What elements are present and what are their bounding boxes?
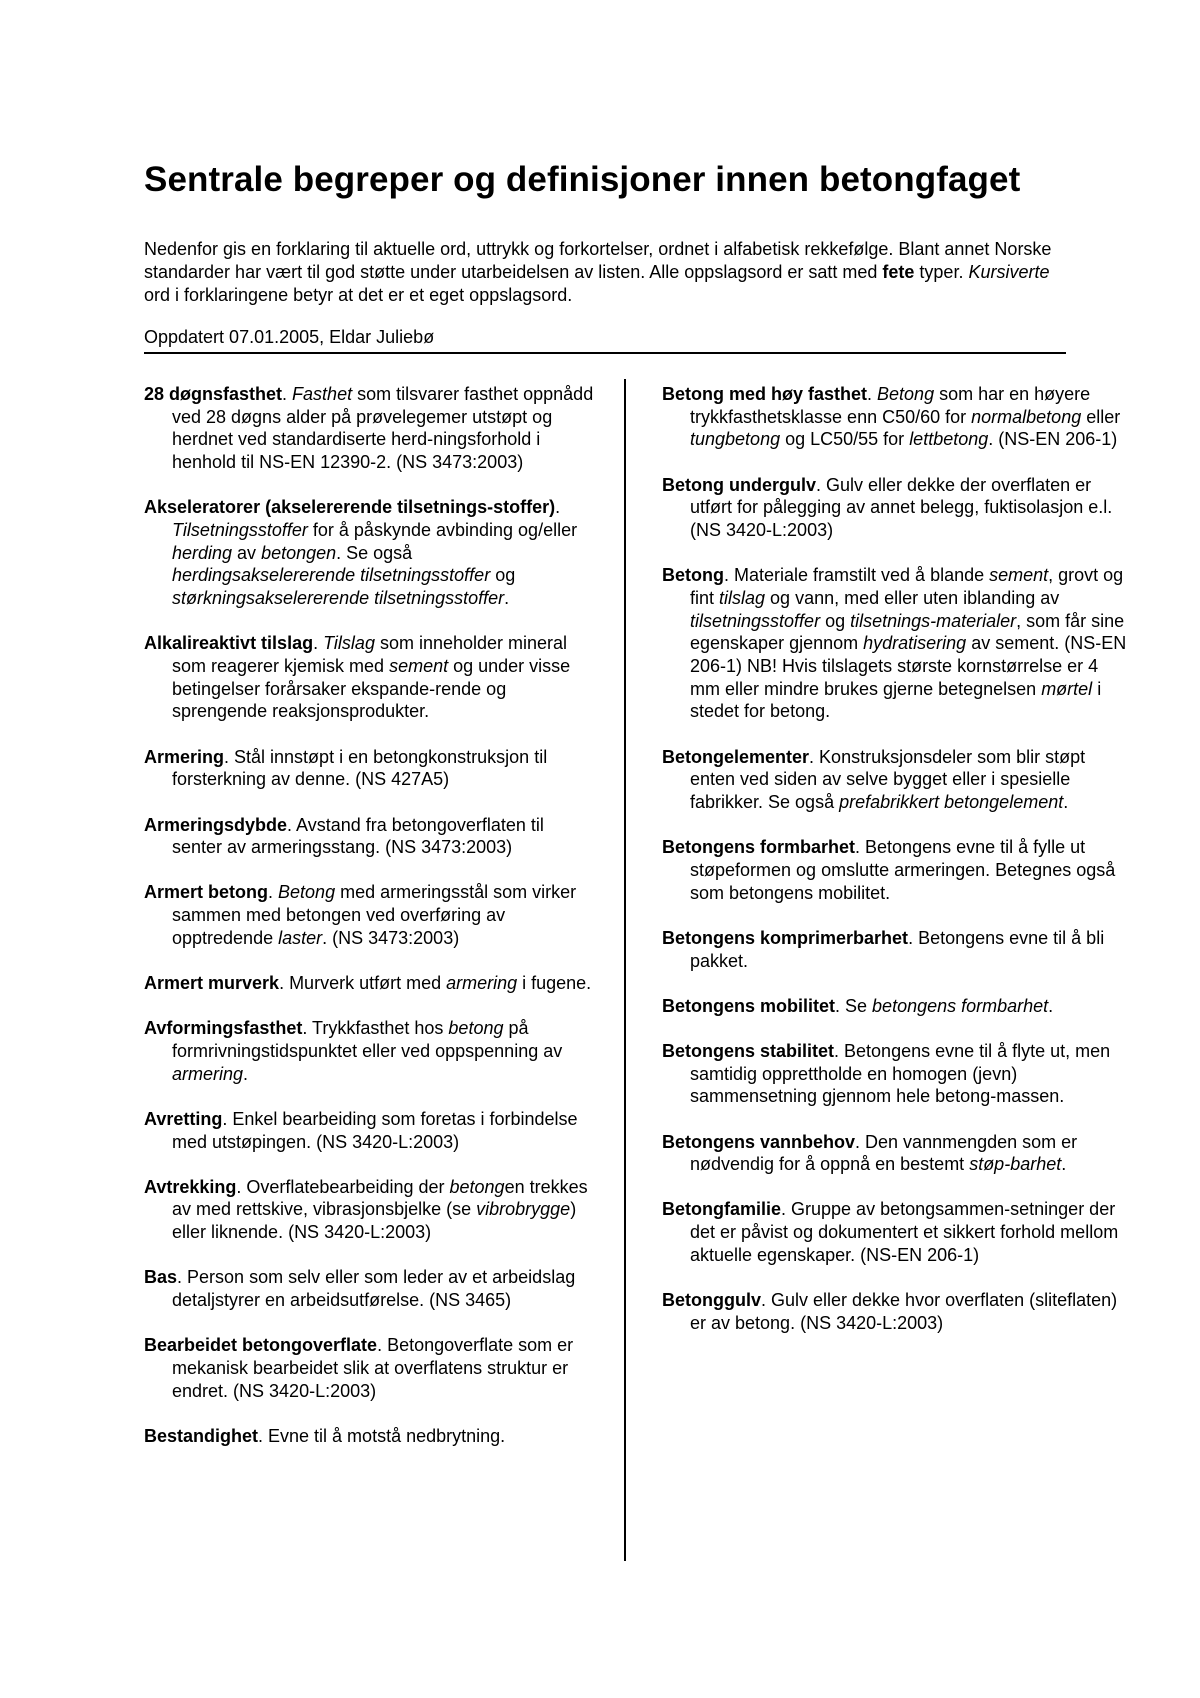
- definition-text: , grovt og fint: [690, 565, 1124, 608]
- cross-reference-term: betong: [449, 1176, 505, 1197]
- cross-reference-term: tilsetningsstoffer: [690, 610, 821, 631]
- glossary-term: Betongens stabilitet: [662, 1040, 835, 1061]
- definition-text: . Gruppe av betongsammen-setninger der det er påvist og dokumentert et sikkert forhold mellom aktuelle egenskaper. (NS-EN 206-1): [690, 1199, 1119, 1265]
- definition-text: .: [313, 633, 324, 654]
- definition-text: . Enkel bearbeiding som foretas i forbindelse med utstøpingen. (NS 3420-L:2003): [172, 1108, 578, 1152]
- definition-text: av: [232, 542, 262, 563]
- definition-text: . Overflatebearbeiding der: [236, 1176, 450, 1197]
- glossary-entry: [144, 1017, 596, 1085]
- glossary-entry: [144, 881, 596, 949]
- glossary-entry: [144, 383, 596, 474]
- definition-text: .: [867, 384, 878, 404]
- definition-text: og vann, med eller uten iblanding av: [765, 587, 1060, 608]
- glossary-entry: [662, 1289, 1132, 1334]
- column-divider: [624, 379, 626, 1561]
- definition-text: . Gulv eller dekke hvor overflaten (sliteflaten) er av betong. (NS 3420-L:2003): [690, 1290, 1118, 1333]
- glossary-term: Betong med høy fasthet: [662, 384, 868, 404]
- right-column: [662, 383, 1132, 1357]
- glossary-term: Avretting: [144, 1108, 223, 1129]
- glossary-term: Betong undergulv: [662, 474, 816, 495]
- cross-reference-term: Tilsetningsstoffer: [172, 520, 308, 541]
- cross-reference-term: laster: [278, 927, 323, 948]
- glossary-term: Bearbeidet betongoverflate: [144, 1335, 378, 1356]
- cross-reference-term: vibrobrygge: [476, 1199, 571, 1220]
- definition-text: .: [1063, 792, 1069, 813]
- definition-text: . Betongens evne til å bli pakket.: [690, 927, 1105, 971]
- glossary-term: 28 døgnsfasthet: [144, 384, 283, 404]
- glossary-term: Armering: [144, 746, 225, 767]
- glossary-entry: [144, 814, 596, 859]
- definition-text: . Den vannmengden som er nødvendig for å oppnå en bestemt: [690, 1131, 1078, 1175]
- definition-text: .: [268, 882, 279, 903]
- definition-text: . Betongoverflate som er mekanisk bearbeidet slik at overflatens struktur er endret. (NS 3420-L:2003): [172, 1335, 574, 1401]
- definition-text: . (NS-EN 206-1): [988, 429, 1118, 450]
- definition-text: . Se: [835, 995, 873, 1016]
- definition-text: og: [490, 565, 516, 586]
- glossary-entry: [144, 1334, 596, 1402]
- glossary-term: Betong: [662, 565, 724, 586]
- updated-line: Oppdatert 07.01.2005, Eldar Juliebø: [144, 327, 435, 348]
- intro-text-1: Nedenfor gis en forklaring til aktuelle ord, uttrykk og forkortelser, ordnet i alfabetisk rekkefølge. Blant annet Norske standarder har vært til god støtte under utarbeidelsen av listen. Alle oppslagsord er satt med: [144, 239, 1052, 283]
- cross-reference-term: Betong: [877, 384, 935, 404]
- left-column: [144, 383, 596, 1470]
- glossary-term: Betonggulv: [662, 1290, 761, 1311]
- glossary-entry: [662, 1131, 1132, 1176]
- glossary-term: Armert betong: [144, 882, 269, 903]
- definition-text: og LC50/55 for: [780, 429, 910, 450]
- glossary-term: Bestandighet: [144, 1425, 259, 1446]
- glossary-entry: [662, 1040, 1132, 1108]
- glossary-entry: [144, 746, 596, 791]
- glossary-entry: [144, 1108, 596, 1153]
- glossary-term: Armeringsdybde: [144, 814, 288, 835]
- glossary-entry: [662, 836, 1132, 904]
- glossary-term: Betongfamilie: [662, 1199, 782, 1220]
- glossary-entry: [144, 496, 596, 610]
- page-title: Sentrale begreper og definisjoner innen betongfaget: [144, 160, 1021, 199]
- definition-text: ) eller liknende. (NS 3420-L:2003): [172, 1199, 577, 1243]
- definition-text: . Betongens evne til å fylle ut støpeformen og omslutte armeringen. Betegnes også som betongens mobilitet.: [690, 837, 1116, 903]
- definition-text: som har en høyere trykkfasthetsklasse enn C50/60 for: [690, 384, 1091, 427]
- cross-reference-term: Betong: [278, 882, 336, 903]
- glossary-entry: [662, 927, 1132, 972]
- glossary-entry: [662, 1198, 1132, 1266]
- cross-reference-term: støp-barhet: [969, 1154, 1062, 1175]
- definition-text: en trekkes av med rettskive, vibrasjonsbjelke (se: [172, 1176, 588, 1220]
- definition-text: . Avstand fra betongoverflaten til senter av armeringsstang. (NS 3473:2003): [172, 814, 544, 858]
- cross-reference-term: betong: [448, 1018, 504, 1039]
- definition-text: . Evne til å motstå nedbrytning.: [258, 1425, 506, 1446]
- glossary-entry: [662, 995, 1132, 1018]
- glossary-term: Betongens komprimerbarhet: [662, 927, 909, 948]
- cross-reference-term: sement: [389, 656, 449, 677]
- cross-reference-term: tilsetnings-materialer: [850, 610, 1017, 631]
- definition-text: .: [282, 384, 293, 404]
- definition-text: . Konstruksjonsdeler som blir støpt enten ved siden av selve bygget eller i spesielle fabrikker. Se også: [690, 746, 1086, 813]
- intro-italic-word: Kursiverte: [968, 262, 1050, 283]
- cross-reference-term: mørtel: [1041, 678, 1093, 699]
- cross-reference-term: tilslag: [719, 587, 766, 608]
- glossary-entry: [144, 1425, 596, 1448]
- glossary-term: Betongens vannbehov: [662, 1131, 856, 1152]
- cross-reference-term: tungbetong: [690, 429, 781, 450]
- definition-text: , som får sine egenskaper gjennom: [690, 610, 1125, 654]
- definition-text: med armeringsstål som virker sammen med betongen ved overføring av opptredende: [172, 882, 577, 948]
- definition-text: for å påskynde avbinding og/eller: [307, 520, 578, 541]
- definition-text: . Murverk utført med: [279, 973, 447, 994]
- cross-reference-term: betongen: [261, 542, 337, 563]
- definition-text: . Stål innstøpt i en betongkonstruksjon til forsterkning av denne. (NS 427A5): [172, 746, 548, 790]
- glossary-entry: [662, 746, 1132, 814]
- cross-reference-term: Tilslag: [323, 633, 375, 654]
- definition-text: som tilsvarer fasthet oppnådd ved 28 døgns alder på prøvelegemer utstøpt og herdnet ved standardiserte herd-ningsforhold i henhold til NS-EN 12390-2. (NS 3473:2003): [172, 384, 594, 473]
- definition-text: .: [1048, 995, 1054, 1016]
- definition-text: av sement. (NS-EN 206-1) NB! Hvis tilslagets største kornstørrelse er 4 mm eller mindre brukes gjerne betegnelsen: [690, 633, 1127, 699]
- cross-reference-term: herdingsakselererende tilsetningsstoffer: [172, 565, 491, 586]
- definition-text: på formrivningstidspunktet eller ved oppspenning av: [172, 1018, 563, 1061]
- cross-reference-term: prefabrikkert betongelement: [839, 792, 1064, 813]
- glossary-term: Akseleratorer (akselererende tilsetnings-stoffer): [144, 497, 556, 518]
- document-page: [144, 160, 1066, 354]
- glossary-entry: [662, 474, 1132, 542]
- intro-paragraph: [144, 238, 1074, 307]
- glossary-entry: [662, 383, 1132, 451]
- cross-reference-term: armering: [172, 1063, 244, 1084]
- definition-text: og under visse betingelser forårsaker ekspande-rende og sprengende reaksjonsprodukter.: [172, 656, 571, 722]
- cross-reference-term: herding: [172, 542, 233, 563]
- definition-text: . Person som selv eller som leder av et arbeidslag detaljstyrer en arbeidsutførelse. (NS 3465): [172, 1267, 576, 1311]
- cross-reference-term: armering: [446, 973, 518, 994]
- glossary-columns: [144, 383, 1144, 1573]
- intro-text-2: typer.: [914, 262, 969, 283]
- definition-text: .: [1061, 1154, 1067, 1175]
- glossary-term: Armert murverk: [144, 973, 280, 994]
- intro-bold-word: fete: [882, 262, 915, 283]
- glossary-term: Alkalireaktivt tilslag: [144, 633, 314, 654]
- glossary-term: Avtrekking: [144, 1176, 237, 1197]
- glossary-entry: [144, 972, 596, 995]
- cross-reference-term: hydratisering: [863, 633, 967, 654]
- glossary-term: Betongens mobilitet: [662, 995, 836, 1016]
- definition-text: . Se også: [336, 542, 413, 563]
- definition-text: eller: [1081, 406, 1121, 427]
- glossary-entry: [144, 1266, 596, 1311]
- definition-text: . (NS 3473:2003): [322, 927, 460, 948]
- definition-text: .: [504, 588, 510, 609]
- glossary-entry: [144, 632, 596, 723]
- definition-text: . Trykkfasthet hos: [302, 1018, 449, 1039]
- cross-reference-term: sement: [989, 565, 1049, 586]
- definition-text: . Materiale framstilt ved å blande: [724, 565, 990, 586]
- glossary-term: Avformingsfasthet: [144, 1018, 303, 1039]
- definition-text: . Gulv eller dekke der overflaten er utført for pålegging av annet belegg, fuktisolasjon e.l. (NS 3420-L:2003): [690, 474, 1113, 541]
- definition-text: i stedet for betong.: [690, 678, 1102, 722]
- definition-text: .: [555, 497, 561, 518]
- cross-reference-term: betongens formbarhet: [872, 995, 1049, 1016]
- definition-text: i fugene.: [517, 973, 592, 994]
- glossary-term: Betongelementer: [662, 746, 810, 767]
- cross-reference-term: Fasthet: [292, 384, 353, 404]
- glossary-term: Betongens formbarhet: [662, 837, 856, 858]
- cross-reference-term: normalbetong: [971, 406, 1082, 427]
- glossary-entry: [662, 564, 1132, 723]
- cross-reference-term: størkningsakselererende tilsetningsstoffer: [172, 588, 505, 609]
- definition-text: som inneholder mineral som reagerer kjemisk med: [172, 633, 568, 677]
- definition-text: . Betongens evne til å flyte ut, men samtidig opprettholde en homogen (jevn) sammensetning gjennom hele betong-massen.: [690, 1040, 1111, 1107]
- glossary-term: Bas: [144, 1267, 178, 1288]
- glossary-entry: [144, 1176, 596, 1244]
- definition-text: .: [243, 1063, 249, 1084]
- definition-text: og: [820, 610, 851, 631]
- header-rule: [144, 352, 1066, 354]
- intro-text-3: ord i forklaringene betyr at det er et eget oppslagsord.: [144, 285, 573, 306]
- cross-reference-term: lettbetong: [909, 429, 989, 450]
